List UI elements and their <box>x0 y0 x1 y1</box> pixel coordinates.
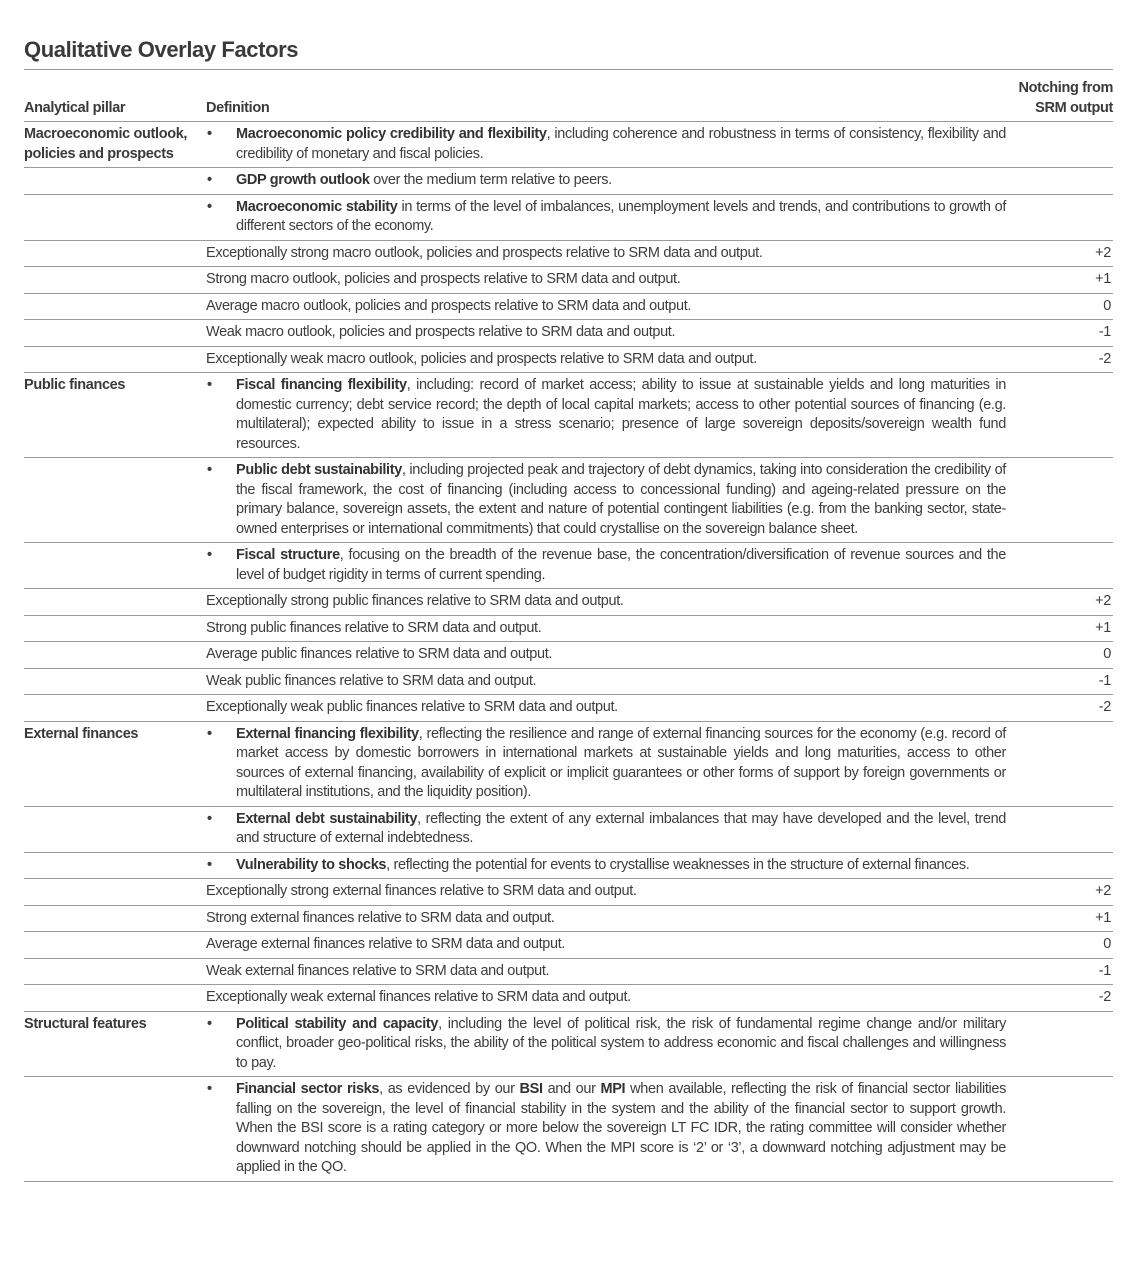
bullet-text <box>236 856 1006 876</box>
pillar-cell <box>24 695 206 722</box>
bullet-bold-term: Political stability and capacity <box>236 1015 439 1032</box>
table-row-scale <box>24 668 1113 695</box>
pillar-cell <box>24 932 206 959</box>
scale-label: Exceptionally weak macro outlook, policies and prospects relative to SRM data and output. <box>206 350 757 367</box>
notching-cell <box>1006 1077 1113 1182</box>
definition-cell <box>206 122 1006 168</box>
bullet-bold-term: Public debt sustainability <box>236 462 402 478</box>
notching-value: +1 <box>1095 271 1111 287</box>
bullet-item <box>206 856 1006 876</box>
bullet-bold-term: BSI <box>519 1081 543 1097</box>
bullet-icon: • <box>207 377 212 393</box>
definition-cell <box>206 543 1006 589</box>
table-row-bullet <box>24 194 1113 240</box>
table-row-scale <box>24 293 1113 320</box>
table-row-bullet <box>24 168 1113 195</box>
table-row-bullet <box>24 852 1113 879</box>
pillar-cell: External finances <box>24 725 139 742</box>
table-row-scale <box>24 879 1113 906</box>
bullet-icon: • <box>207 1015 212 1032</box>
definition-cell <box>206 168 1006 195</box>
table-row-bullet <box>24 721 1113 806</box>
table-row-scale <box>24 905 1113 932</box>
bullet-item <box>206 376 1006 454</box>
bullet-body-text: when available, reflecting the risk of financial sector liabilities falling on the sovereign, the level of financial stability in the system and the ability of the financial sector to support growth. When the BSI score is a rating category or more below the sovereign LT FC IDR, the rating committee will consider whether downward notching should be applied in the QO. When the MPI score is ‘2’ or ‘3’, a downward notching adjustment may be applied in the QO. <box>236 1081 1006 1175</box>
bullet-bold-term: Macroeconomic policy credibility and flexibility <box>236 126 547 142</box>
bullet-icon: • <box>207 856 212 873</box>
pillar-cell <box>24 642 206 669</box>
notching-cell <box>1006 458 1113 543</box>
table-row-scale <box>24 642 1113 669</box>
scale-label: Average public finances relative to SRM data and output. <box>206 646 553 662</box>
table-row-scale <box>24 320 1113 347</box>
bullet-body-text: , including: record of market access; ability to issue at sustainable yields and long maturities in domestic currency; debt service record; the depth of local capital markets; access to other potential sources of financing (e.g. multilateral); expected ability to issue in a stress scenario; presence of large sovereign deposits/sovereign wealth fund resources. <box>236 377 1006 452</box>
notching-value: -2 <box>1098 699 1111 715</box>
definition-cell <box>206 1077 1006 1182</box>
header-analytical-pillar: Analytical pillar <box>24 99 126 116</box>
table-row-bullet <box>24 1077 1113 1182</box>
definition-cell <box>206 852 1006 879</box>
table-row-scale <box>24 695 1113 722</box>
scale-label: Weak external finances relative to SRM data and output. <box>206 962 550 979</box>
notching-cell <box>1006 168 1113 195</box>
bullet-item <box>206 546 1006 585</box>
header-notching: Notching from SRM output <box>1018 80 1113 116</box>
bullet-body-text: , reflecting the resilience and range of external financing sources for the economy (e.g. record of market access by domestic borrowers in international markets at sustainable yields and long maturities, access to other sources of external financing, availability of explicit or implicit guarantees or other forms of support by foreign governments or multilateral institutions, and the liquidity position). <box>236 725 1006 800</box>
scale-label: Strong macro outlook, policies and prospects relative to SRM data and output. <box>206 271 681 287</box>
scale-label: Strong public finances relative to SRM data and output. <box>206 619 542 636</box>
bullet-text <box>236 810 1006 849</box>
scale-label: Average external finances relative to SRM data and output. <box>206 936 566 952</box>
pillar-cell <box>24 852 206 879</box>
scale-label: Weak macro outlook, policies and prospects relative to SRM data and output. <box>206 324 676 340</box>
pillar-cell <box>24 1077 206 1182</box>
pillar-cell <box>24 879 206 906</box>
table-row-bullet <box>24 373 1113 458</box>
pillar-cell: Structural features <box>24 1015 147 1032</box>
bullet-text <box>236 376 1006 454</box>
pillar-cell <box>24 293 206 320</box>
notching-cell <box>1006 1011 1113 1077</box>
bullet-icon: • <box>207 1081 212 1097</box>
pillar-cell <box>24 615 206 642</box>
pillar-cell: Macroeconomic outlook, policies and prospects <box>24 126 188 162</box>
table-row-scale <box>24 589 1113 616</box>
bullet-icon: • <box>207 810 212 827</box>
pillar-cell <box>24 589 206 616</box>
table-header-row <box>24 76 1113 122</box>
notching-value: +2 <box>1095 244 1111 261</box>
bullet-item <box>206 725 1006 803</box>
definition-cell <box>206 458 1006 543</box>
scale-label: Average macro outlook, policies and prospects relative to SRM data and output. <box>206 297 692 314</box>
pillar-cell <box>24 346 206 373</box>
bullet-icon: • <box>207 547 212 563</box>
bullet-bold-term: Fiscal financing flexibility <box>236 377 407 393</box>
pillar-cell <box>24 985 206 1012</box>
pillar-cell <box>24 543 206 589</box>
bullet-item <box>206 171 1006 191</box>
bullet-text <box>236 171 1006 191</box>
scale-label: Exceptionally weak public finances relative to SRM data and output. <box>206 699 618 715</box>
bullet-text <box>236 546 1006 585</box>
scale-label: Exceptionally strong macro outlook, policies and prospects relative to SRM data and output. <box>206 244 763 261</box>
table-body <box>24 122 1113 1182</box>
bullet-item <box>206 1015 1006 1074</box>
table-row-bullet <box>24 1011 1113 1077</box>
notching-cell <box>1006 852 1113 879</box>
notching-cell <box>1006 543 1113 589</box>
bullet-icon: • <box>207 172 212 188</box>
bullet-body-text: , including projected peak and trajectory of debt dynamics, taking into consideration the credibility of the fiscal framework, the cost of financing (including access to concessional funding) and ageing-related pressure on the primary balance, sovereign assets, the extent and nature of potential contingent liabilities (e.g. from the banking sector, state-owned enterprises or international commitments) that could crystallise on the sovereign balance sheet. <box>236 462 1006 537</box>
notching-value: 0 <box>1103 936 1111 952</box>
notching-value: -1 <box>1098 672 1111 689</box>
pillar-cell <box>24 806 206 852</box>
bullet-item <box>206 1080 1006 1178</box>
bullet-item <box>206 198 1006 237</box>
bullet-bold-term: Vulnerability to shocks <box>236 856 387 873</box>
notching-value: +1 <box>1095 619 1111 636</box>
bullet-body-text: , including the level of political risk, the risk of fundamental regime change and/or military conflict, broader geo-political risks, the ability of the political system to address economic and fiscal challenges and willingness to pay. <box>236 1015 1006 1071</box>
bullet-text <box>236 1015 1006 1074</box>
pillar-cell <box>24 267 206 294</box>
table-row-scale <box>24 615 1113 642</box>
notching-value: -2 <box>1098 989 1111 1005</box>
bullet-icon: • <box>207 198 212 215</box>
bullet-bold-term: Financial sector risks <box>236 1081 380 1097</box>
bullet-bold-term: Macroeconomic stability <box>236 198 398 215</box>
table-row-bullet <box>24 458 1113 543</box>
table-row-scale <box>24 985 1113 1012</box>
pillar-cell <box>24 668 206 695</box>
notching-value: 0 <box>1103 646 1111 662</box>
pillar-cell <box>24 194 206 240</box>
table-row-bullet <box>24 806 1113 852</box>
table-row-scale <box>24 346 1113 373</box>
bullet-body-text: and our <box>542 1081 601 1097</box>
bullet-icon: • <box>207 725 212 742</box>
scale-label: Weak public finances relative to SRM data and output. <box>206 672 537 689</box>
notching-cell <box>1006 122 1113 168</box>
bullet-bold-term: GDP growth outlook <box>236 172 370 188</box>
bullet-text <box>236 198 1006 237</box>
bullet-body-text: , focusing on the breadth of the revenue base, the concentration/diversification of revenue sources and the level of budget rigidity in terms of current spending. <box>236 547 1006 583</box>
pillar-cell <box>24 320 206 347</box>
document-page <box>24 34 1113 1182</box>
qualitative-overlay-table <box>24 76 1113 1182</box>
bullet-bold-term: Fiscal structure <box>236 547 340 563</box>
notching-value: +1 <box>1095 909 1111 926</box>
header-definition: Definition <box>206 99 270 116</box>
table-row-scale <box>24 932 1113 959</box>
scale-label: Exceptionally weak external finances relative to SRM data and output. <box>206 989 631 1005</box>
table-row-bullet <box>24 122 1113 168</box>
bullet-text <box>236 1080 1006 1178</box>
pillar-cell <box>24 168 206 195</box>
bullet-item <box>206 810 1006 849</box>
notching-value: +2 <box>1095 593 1111 609</box>
table-row-bullet <box>24 543 1113 589</box>
definition-cell <box>206 194 1006 240</box>
scale-label: Exceptionally strong external finances relative to SRM data and output. <box>206 883 637 899</box>
pillar-cell <box>24 905 206 932</box>
page-title: Qualitative Overlay Factors <box>24 34 1113 70</box>
bullet-icon: • <box>207 462 212 478</box>
pillar-cell <box>24 458 206 543</box>
bullet-body-text: , reflecting the potential for events to crystallise weaknesses in the structure of external finances. <box>386 856 970 873</box>
notching-value: -2 <box>1098 350 1111 367</box>
bullet-text <box>236 125 1006 164</box>
notching-value: +2 <box>1095 883 1111 899</box>
notching-value: -1 <box>1098 962 1111 979</box>
table-row-scale <box>24 958 1113 985</box>
bullet-body-text: , including coherence and robustness in terms of consistency, flexibility and credibility of monetary and fiscal policies. <box>236 126 1006 162</box>
definition-cell <box>206 721 1006 806</box>
scale-label: Strong external finances relative to SRM data and output. <box>206 909 555 926</box>
bullet-item <box>206 461 1006 539</box>
bullet-text <box>236 461 1006 539</box>
bullet-bold-term: External debt sustainability <box>236 810 418 827</box>
bullet-body-text: , as evidenced by our <box>379 1081 520 1097</box>
bullet-text <box>236 725 1006 803</box>
bullet-bold-term: External financing flexibility <box>236 725 419 742</box>
notching-cell <box>1006 373 1113 458</box>
bullet-body-text: , reflecting the extent of any external imbalances that may have developed and the level, trend and structure of external indebtedness. <box>236 810 1007 846</box>
pillar-cell: Public finances <box>24 377 126 393</box>
bullet-body-text: in terms of the level of imbalances, unemployment levels and trends, and contributions to growth of different sectors of the economy. <box>236 198 1007 234</box>
definition-cell <box>206 1011 1006 1077</box>
bullet-bold-term: MPI <box>600 1081 626 1097</box>
notching-cell <box>1006 806 1113 852</box>
scale-label: Exceptionally strong public finances relative to SRM data and output. <box>206 593 624 609</box>
notching-value: 0 <box>1103 297 1111 314</box>
table-row-scale <box>24 267 1113 294</box>
definition-cell <box>206 373 1006 458</box>
notching-value: -1 <box>1098 324 1111 340</box>
pillar-cell <box>24 958 206 985</box>
bullet-body-text: over the medium term relative to peers. <box>369 172 612 188</box>
notching-cell <box>1006 721 1113 806</box>
definition-cell <box>206 806 1006 852</box>
bullet-item <box>206 125 1006 164</box>
notching-cell <box>1006 194 1113 240</box>
table-row-scale <box>24 240 1113 267</box>
bullet-icon: • <box>207 126 212 142</box>
pillar-cell <box>24 240 206 267</box>
